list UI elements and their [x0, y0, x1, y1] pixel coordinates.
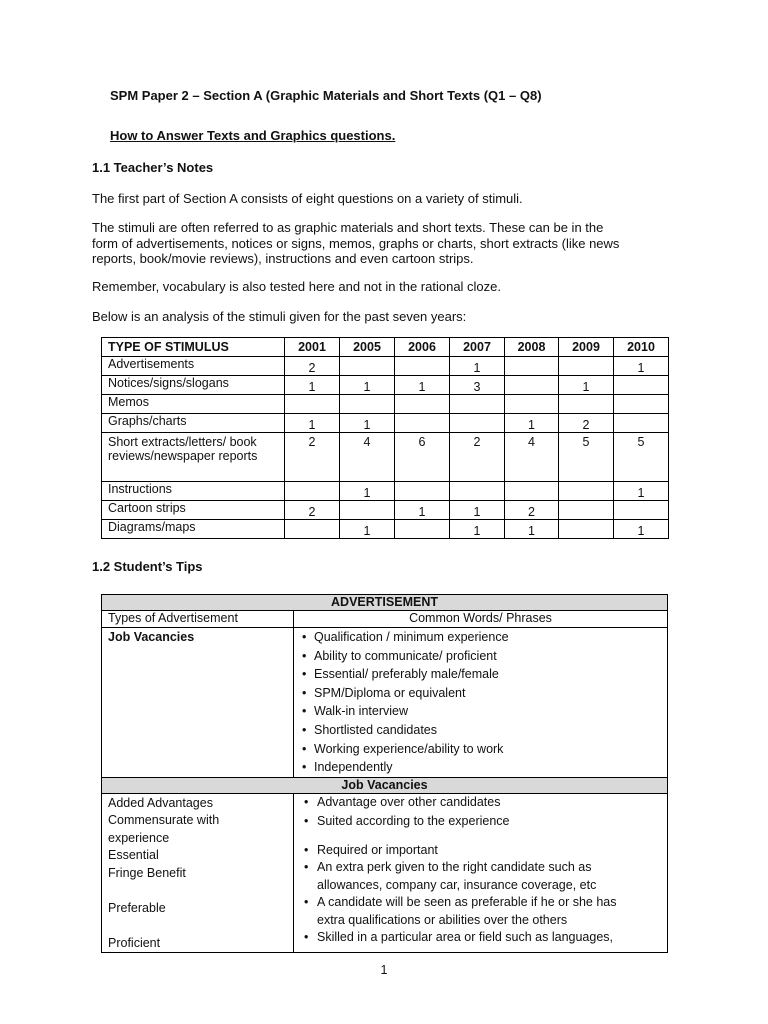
table-cell [559, 395, 614, 414]
table-cell: 6 [395, 433, 450, 482]
list-item: • Ability to communicate/ proficient [300, 647, 661, 666]
list-item: • Working experience/ability to work [300, 740, 661, 759]
paragraph-stimuli [92, 220, 682, 267]
table-row [102, 376, 669, 395]
table-cell [450, 414, 505, 433]
table-cell [505, 395, 559, 414]
definition-line: • A candidate will be seen as preferable if he or she has [317, 895, 617, 910]
column-header: Types of Advertisement [102, 611, 294, 628]
table-cell [395, 482, 450, 501]
table-header-row [102, 338, 669, 357]
table-row [102, 628, 668, 778]
page-number: 1 [380, 963, 388, 977]
table-cell [395, 520, 450, 539]
table-cell [340, 357, 395, 376]
table-cell [450, 482, 505, 501]
table-row [102, 433, 669, 482]
list-item: • Essential/ preferably male/female [300, 665, 661, 684]
job-phrases-cell [294, 628, 668, 778]
list-item: • Suited according to the experience [300, 813, 661, 831]
column-header: 2010 [614, 338, 669, 357]
table-row [102, 414, 669, 433]
column-header: 2008 [505, 338, 559, 357]
stimulus-analysis-table [101, 337, 669, 539]
column-header: 2006 [395, 338, 450, 357]
table-cell [285, 482, 340, 501]
table-cell: 3 [450, 376, 505, 395]
job-phrases-list [300, 628, 661, 777]
table-row [102, 357, 669, 376]
job-vacancies-label: Job Vacancies [102, 628, 294, 778]
terms-cell [102, 793, 294, 953]
table-row [102, 793, 668, 953]
table-cell [340, 395, 395, 414]
paragraph-vocabulary: Remember, vocabulary is also tested here and not in the rational cloze. [92, 279, 502, 294]
table-header-row [102, 611, 668, 628]
table-cell [450, 395, 505, 414]
table-cell: 2 [559, 414, 614, 433]
table-cell: 2 [505, 501, 559, 520]
definition-line: extra qualifications or abilities over the others [317, 912, 568, 927]
paragraph-analysis: Below is an analysis of the stimuli given for the past seven years: [92, 309, 467, 324]
term: Preferable [108, 900, 166, 915]
table-cell [614, 501, 669, 520]
list-item [300, 859, 661, 894]
table-cell: 1 [450, 501, 505, 520]
table-cell [614, 395, 669, 414]
section-heading-students-tips: 1.2 Student’s Tips [92, 559, 203, 574]
paragraph-line: reports, book/movie reviews), instructions and even cartoon strips. [92, 251, 474, 266]
table-cell: 1 [614, 357, 669, 376]
table-cell [559, 501, 614, 520]
document-title: SPM Paper 2 – Section A (Graphic Materials and Short Texts (Q1 – Q8) [110, 88, 542, 103]
document-subtitle: How to Answer Texts and Graphics questions. [110, 128, 396, 143]
list-item: • Independently [300, 758, 661, 777]
column-header: 2009 [559, 338, 614, 357]
term: Commensurate with [108, 813, 220, 828]
table-cell: 5 [559, 433, 614, 482]
table-cell: 1 [505, 520, 559, 539]
table-cell [559, 357, 614, 376]
column-header: 2001 [285, 338, 340, 357]
table-cell: Notices/signs/slogans [102, 376, 285, 395]
table-cell: Diagrams/maps [102, 520, 285, 539]
table-cell [559, 482, 614, 501]
table-band-row [102, 777, 668, 793]
definition-line: • An extra perk given to the right candidate such as [317, 860, 592, 875]
table-cell [505, 376, 559, 395]
table-cell [559, 520, 614, 539]
term: Fringe Benefit [108, 865, 186, 880]
table-cell: Memos [102, 395, 285, 414]
column-header: TYPE OF STIMULUS [102, 338, 285, 357]
column-header: 2007 [450, 338, 505, 357]
term: Added Advantages [108, 795, 213, 810]
advertisement-band-title: ADVERTISEMENT [102, 595, 668, 611]
list-item: • Shortlisted candidates [300, 721, 661, 740]
table-cell: 1 [340, 520, 395, 539]
table-cell [505, 357, 559, 376]
table-cell: 1 [395, 376, 450, 395]
table-row [102, 501, 669, 520]
column-header: Common Words/ Phrases [294, 611, 668, 628]
table-cell: 4 [505, 433, 559, 482]
job-vacancies-band-title: Job Vacancies [102, 777, 668, 793]
table-cell [395, 395, 450, 414]
table-cell: 4 [340, 433, 395, 482]
list-item: • Walk-in interview [300, 702, 661, 721]
section-heading-teachers-notes: 1.1 Teacher’s Notes [92, 160, 214, 175]
list-item: • Qualification / minimum experience [300, 628, 661, 647]
table-cell: 5 [614, 433, 669, 482]
spacer [108, 882, 287, 900]
table-cell [614, 414, 669, 433]
paragraph-line: The stimuli are often referred to as graphic materials and short texts. These can be in the [92, 220, 604, 235]
table-cell [340, 501, 395, 520]
table-cell: Advertisements [102, 357, 285, 376]
table-cell: Cartoon strips [102, 501, 285, 520]
table-row [102, 482, 669, 501]
table-cell: Graphs/charts [102, 414, 285, 433]
table-cell [285, 520, 340, 539]
definitions-list [300, 794, 661, 947]
table-cell: 1 [340, 482, 395, 501]
paragraph-intro: The first part of Section A consists of eight questions on a variety of stimuli. [92, 191, 523, 206]
table-cell: 1 [450, 520, 505, 539]
table-cell [395, 357, 450, 376]
table-cell: Instructions [102, 482, 285, 501]
table-row [102, 395, 669, 414]
term: Proficient [108, 935, 161, 950]
paragraph-line: form of advertisements, notices or signs, memos, graphs or charts, short extracts (like news [92, 235, 620, 251]
table-cell: 1 [614, 482, 669, 501]
table-cell: 1 [614, 520, 669, 539]
table-cell: 2 [285, 357, 340, 376]
table-cell: 2 [285, 501, 340, 520]
table-cell: 2 [285, 433, 340, 482]
table-cell: 1 [285, 414, 340, 433]
term: experience [108, 830, 170, 845]
table-row [102, 520, 669, 539]
definitions-cell [294, 793, 668, 953]
list-item: • Skilled in a particular area or field such as languages, [300, 929, 661, 947]
table-cell [614, 376, 669, 395]
table-cell [395, 414, 450, 433]
column-header: 2005 [340, 338, 395, 357]
table-cell: 1 [285, 376, 340, 395]
list-item: • SPM/Diploma or equivalent [300, 684, 661, 703]
table-cell: 1 [505, 414, 559, 433]
table-cell: 1 [450, 357, 505, 376]
table-cell: 2 [450, 433, 505, 482]
term: Essential [108, 848, 159, 863]
table-cell [285, 395, 340, 414]
table-band-row [102, 595, 668, 611]
definition-line: allowances, company car, insurance coverage, etc [317, 877, 597, 892]
table-cell: 1 [395, 501, 450, 520]
table-cell: Short extracts/letters/ book reviews/newspaper reports [102, 433, 285, 482]
table-cell: 1 [340, 414, 395, 433]
list-item: • Required or important [300, 842, 661, 860]
list-item: • Advantage over other candidates [300, 794, 661, 812]
table-cell: 1 [559, 376, 614, 395]
table-cell: 1 [340, 376, 395, 395]
table-cell [505, 482, 559, 501]
list-item [300, 894, 661, 929]
spacer [108, 917, 287, 935]
advertisement-table [101, 594, 668, 953]
